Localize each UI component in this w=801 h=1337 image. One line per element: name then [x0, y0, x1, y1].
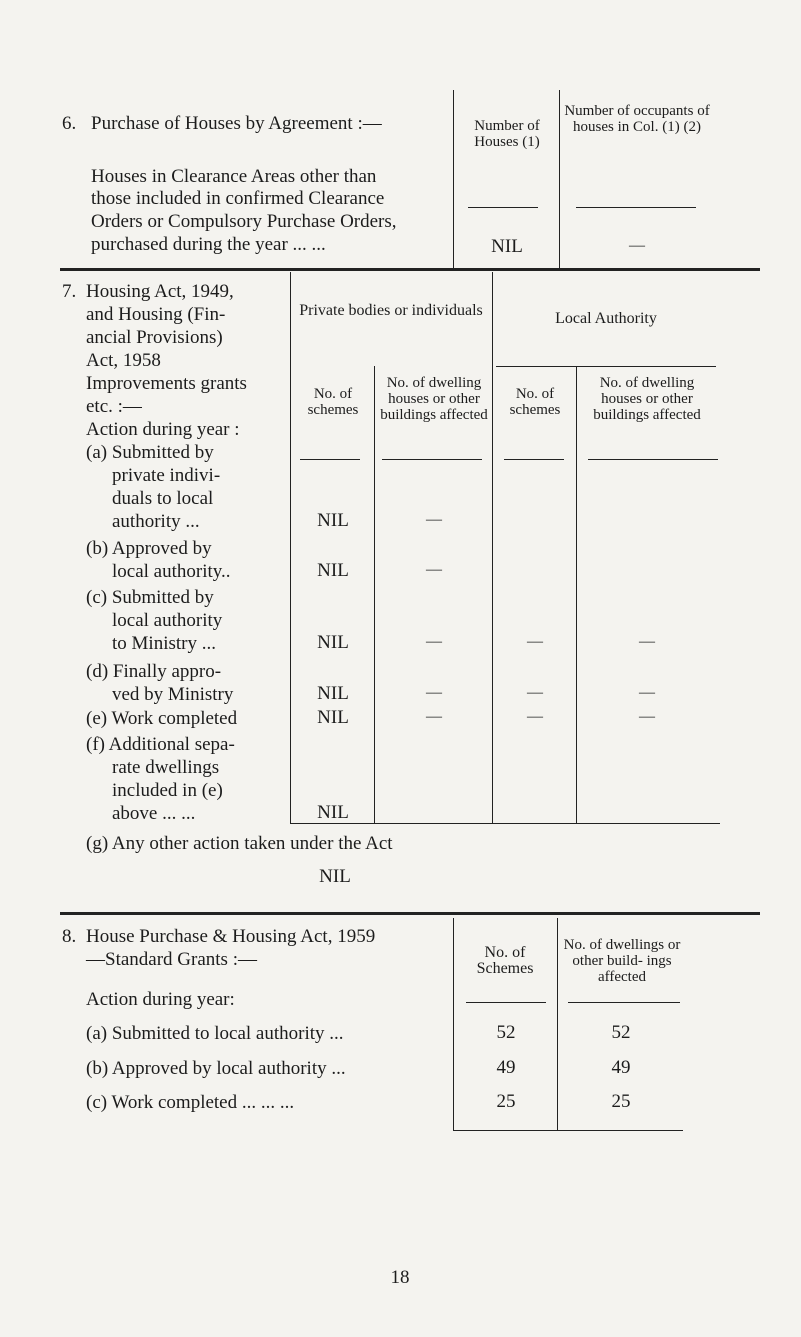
section-8-action-heading: Action during year:: [86, 989, 235, 1010]
cell-value: —: [426, 561, 442, 578]
value-number-of-occupants: —: [629, 237, 645, 254]
table-bottom-rule: [453, 1130, 683, 1131]
section-7-text-line: and Housing (Fin-: [86, 304, 226, 325]
table-rule: [374, 366, 375, 824]
row-label: (b) Approved by local authority ...: [86, 1058, 346, 1079]
group-header-local-authority: Local Authority: [555, 310, 657, 327]
cell-value: NIL: [317, 683, 349, 704]
section-6-title: Purchase of Houses by Agreement :—: [91, 113, 382, 134]
row-label: included in (e): [112, 780, 223, 801]
header-rule: [468, 207, 538, 208]
table-rule: [492, 272, 493, 824]
subheader-no-of-schemes: No. of schemes: [307, 386, 359, 418]
cell-value: —: [426, 684, 442, 701]
row-label-other-action: (g) Any other action taken under the Act: [86, 833, 393, 854]
header-rule: [466, 1002, 546, 1003]
header-rule: [496, 366, 716, 367]
row-label: (c) Work completed ... ... ...: [86, 1092, 295, 1113]
section-7-text-line: Action during year :: [86, 419, 240, 440]
row-label: (c) Submitted by: [86, 587, 214, 608]
cell-value: —: [426, 633, 442, 650]
col-header-no-of-dwellings: No. of dwellings or other build- ings affected: [563, 937, 681, 985]
cell-value: —: [639, 684, 655, 701]
col-header-no-of-schemes: No. of Schemes: [476, 944, 534, 977]
section-7-text-line: etc. :—: [86, 396, 142, 417]
value-number-of-houses: NIL: [491, 236, 523, 257]
section-8-subtitle: —Standard Grants :—: [86, 949, 257, 970]
cell-value: —: [527, 633, 543, 650]
header-rule: [576, 207, 696, 208]
cell-value: NIL: [317, 560, 349, 581]
row-label: local authority..: [112, 561, 231, 582]
row-label: rate dwellings: [112, 757, 220, 778]
cell-value: NIL: [317, 707, 349, 728]
row-label: authority ...: [112, 511, 200, 532]
row-label: ved by Ministry: [112, 684, 234, 705]
col-header-number-of-occupants: Number of occupants of houses in Col. (1) (2): [564, 103, 710, 135]
table-rule: [557, 918, 558, 1130]
subheader-no-of-dwellings: No. of dwelling houses or other buildings affected: [593, 375, 701, 423]
row-label: (a) Submitted by: [86, 442, 214, 463]
section-7-text-line: Housing Act, 1949,: [86, 281, 234, 302]
table-rule: [453, 918, 454, 1130]
col-header-number-of-houses: Number of Houses (1): [474, 118, 540, 150]
row-label: to Ministry ...: [112, 633, 216, 654]
section-7-text-line: ancial Provisions): [86, 327, 223, 348]
cell-value: —: [527, 708, 543, 725]
cell-value: —: [639, 708, 655, 725]
cell-value: 49: [611, 1057, 631, 1078]
row-label: (d) Finally appro-: [86, 661, 222, 682]
section-8-number: 8.: [62, 926, 77, 947]
section-6-text-line: purchased during the year ... ...: [91, 234, 326, 255]
section-divider: [60, 268, 760, 271]
row-label: local authority: [112, 610, 223, 631]
cell-value: 25: [496, 1091, 516, 1112]
cell-value: NIL: [317, 510, 349, 531]
group-header-private: Private bodies or individuals: [299, 302, 483, 319]
section-6-number: 6.: [62, 113, 77, 134]
page-number: 18: [390, 1267, 410, 1288]
cell-value: 49: [496, 1057, 516, 1078]
row-label: private indivi-: [112, 465, 221, 486]
cell-value: —: [639, 633, 655, 650]
row-label: above ... ...: [112, 803, 196, 824]
section-8-title: House Purchase & Housing Act, 1959: [86, 926, 376, 947]
header-rule: [588, 459, 718, 460]
subheader-no-of-dwellings: No. of dwelling houses or other buildings affected: [380, 375, 488, 423]
table-rule: [576, 366, 577, 824]
cell-value: —: [426, 708, 442, 725]
header-rule: [382, 459, 482, 460]
header-rule: [504, 459, 564, 460]
section-7-number: 7.: [62, 281, 77, 302]
section-7-text-line: Act, 1958: [86, 350, 161, 371]
section-7-text-line: Improvements grants: [86, 373, 247, 394]
row-label: (f) Additional sepa-: [86, 734, 235, 755]
section-divider: [60, 912, 760, 915]
section-6-text-line: those included in confirmed Clearance: [91, 188, 385, 209]
cell-value: NIL: [317, 802, 349, 823]
cell-value: NIL: [317, 632, 349, 653]
row-label: (e) Work completed: [86, 708, 238, 729]
row-label: (b) Approved by: [86, 538, 212, 559]
table-rule: [290, 272, 291, 824]
row-label: (a) Submitted to local authority ...: [86, 1023, 344, 1044]
table-rule: [453, 90, 454, 270]
section-6-text-line: Orders or Compulsory Purchase Orders,: [91, 211, 397, 232]
table-rule: [559, 90, 560, 270]
subheader-no-of-schemes: No. of schemes: [509, 386, 561, 418]
other-action-value: NIL: [319, 866, 351, 887]
section-6-text-line: Houses in Clearance Areas other than: [91, 166, 377, 187]
row-label: duals to local: [112, 488, 214, 509]
header-rule: [300, 459, 360, 460]
cell-value: 25: [611, 1091, 631, 1112]
cell-value: 52: [496, 1022, 516, 1043]
header-rule: [568, 1002, 680, 1003]
cell-value: —: [527, 684, 543, 701]
cell-value: 52: [611, 1022, 631, 1043]
cell-value: —: [426, 511, 442, 528]
